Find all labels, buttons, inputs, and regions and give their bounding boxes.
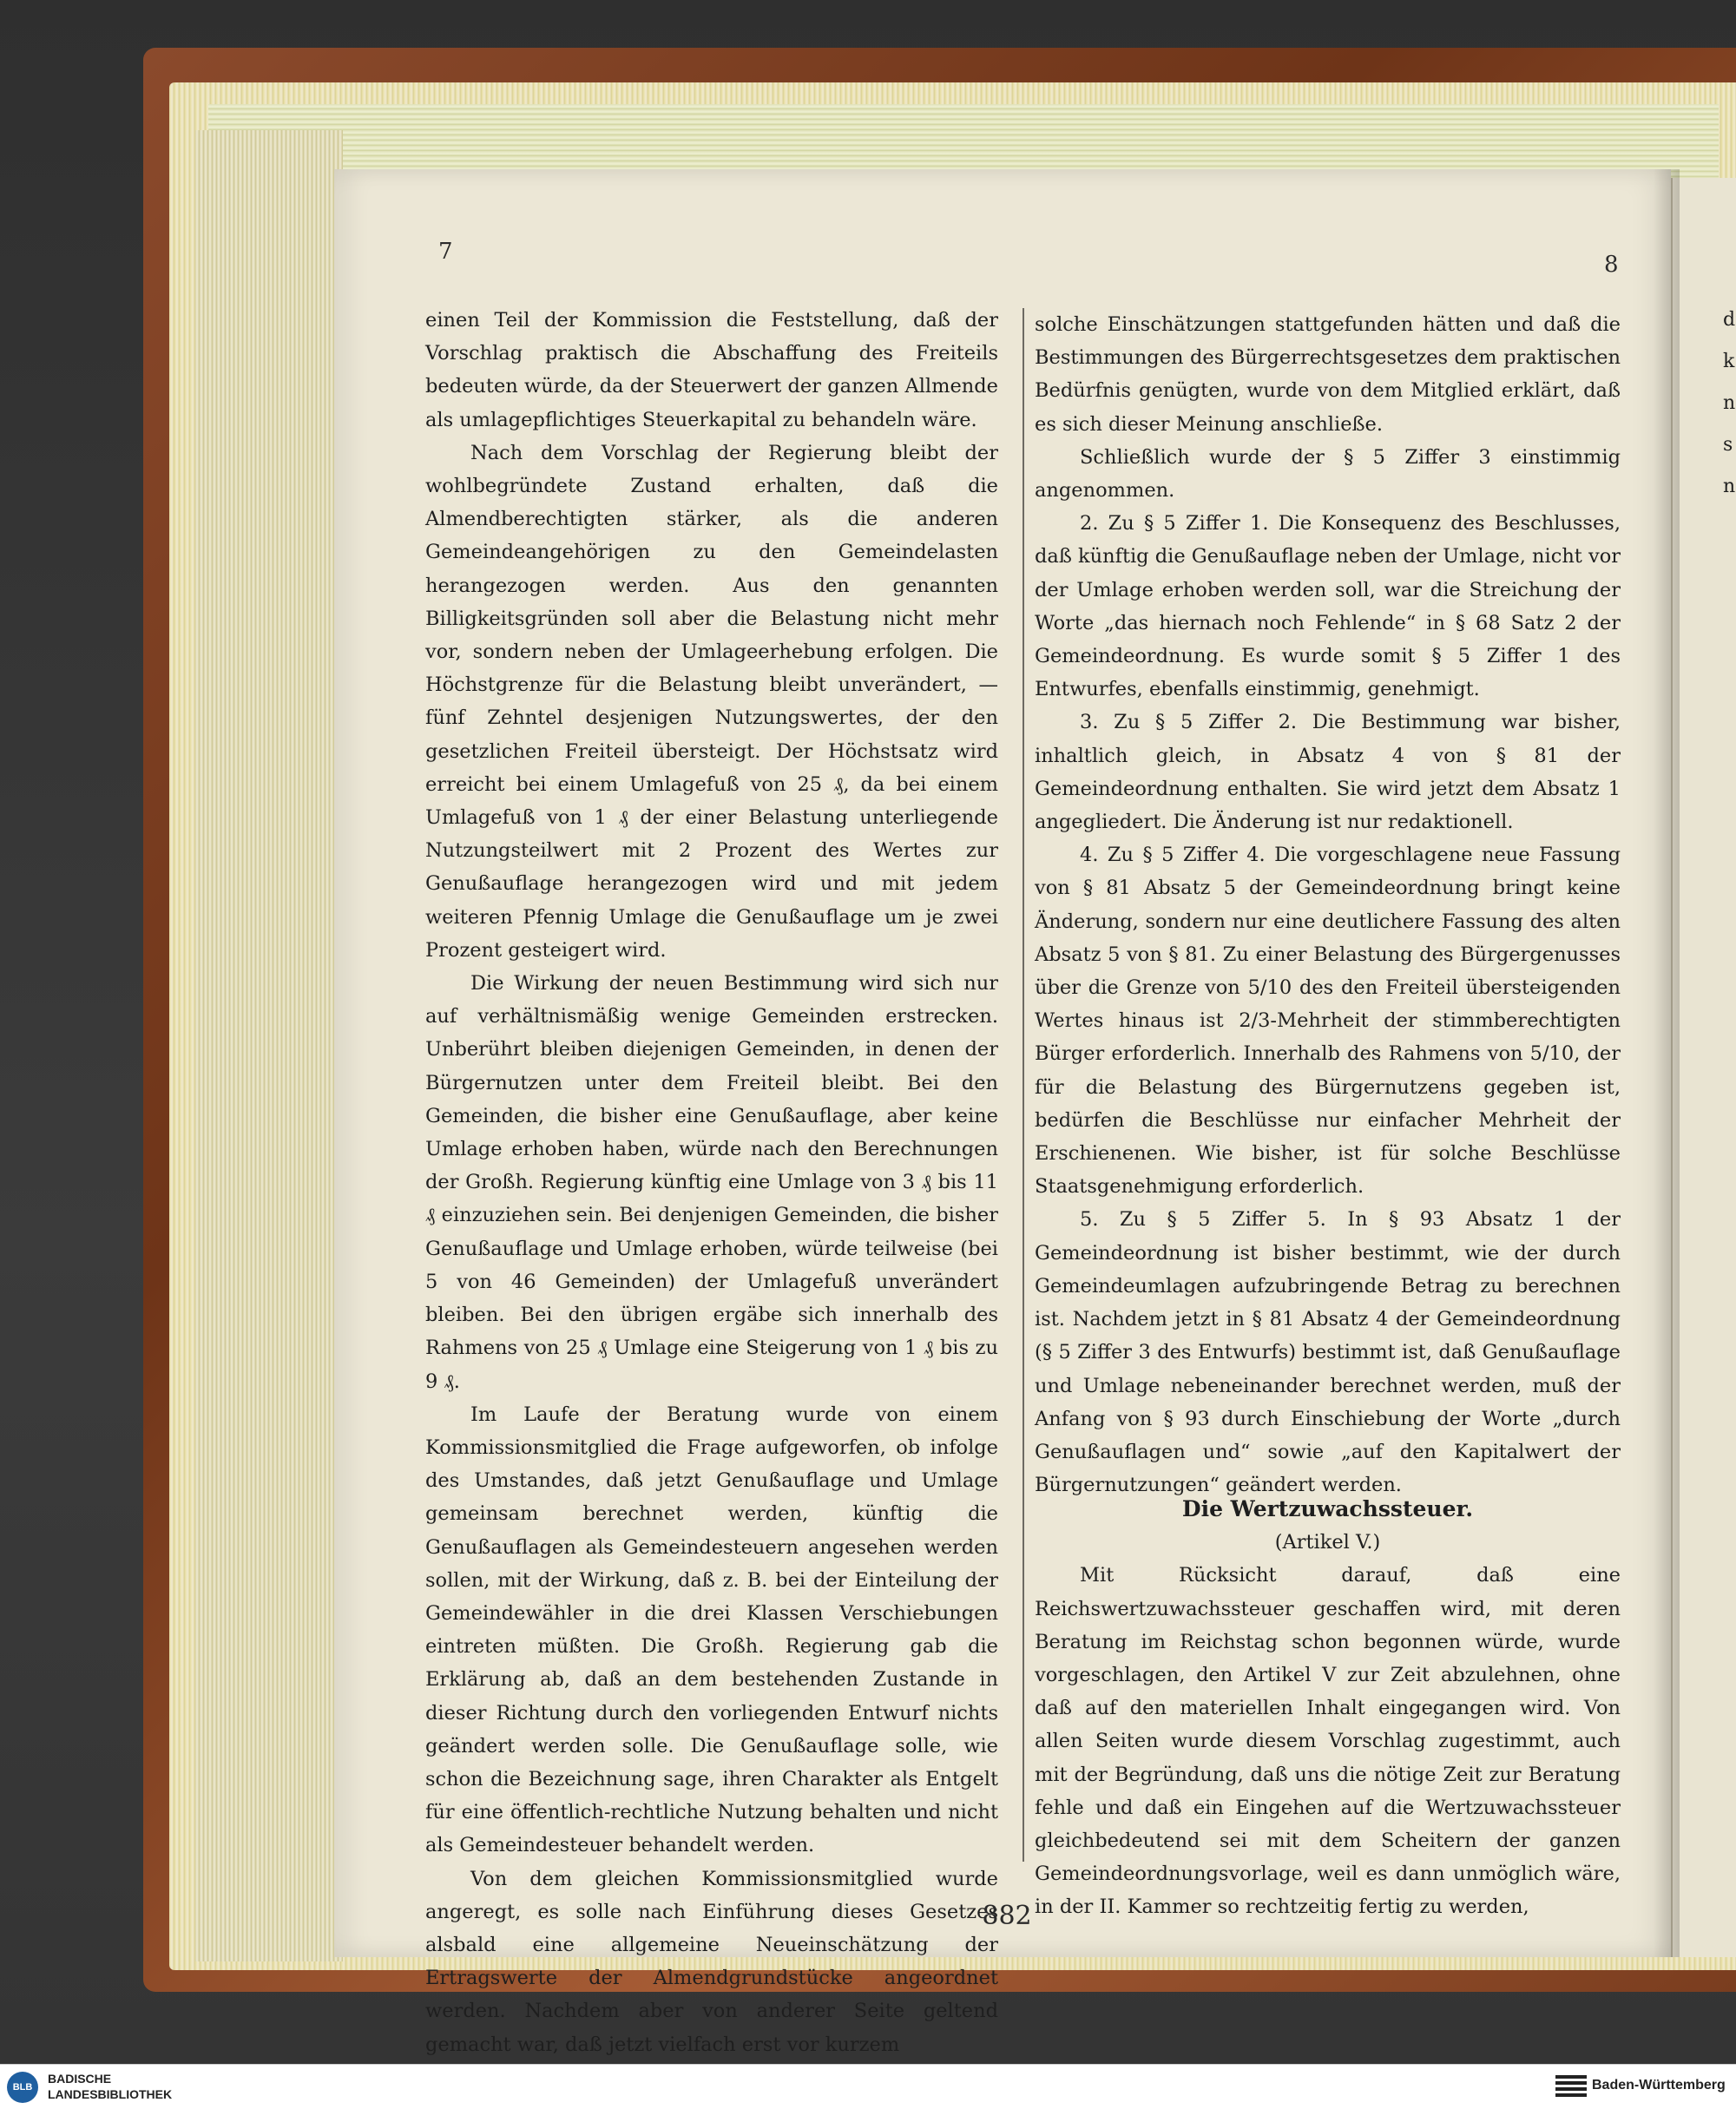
section-paragraph: Mit Rücksicht darauf, daß eine Reichswertzuwachssteuer geschaffen wird, mit deren Beratung im Reichstag schon begonnen würde, wurde vorgeschlagen, den Artikel V zur Zeit abzulehnen, ohne daß auf den materiellen Inhalt eingegangen wird. Von allen Seiten wurde diesem Vorschlag zugestimmt, auch mit der Begründung, daß uns die nötige Zeit zur Beratung fehle und daß ein Eingehen auf die Wertzuwachssteuer gleichbedeutend sei mit dem Scheitern der ganzen Gemeindeordnungsvorlage, weil es dann unmöglich wäre, in der II. Kammer so rechtzeitig fertig zu werden, (1035, 1564, 1621, 1919)
next-page-fragment: n (1723, 476, 1736, 497)
section-heading: Die Wertzuwachssteuer. (1181, 1496, 1474, 1521)
blb-line1: BADISCHE (48, 2072, 112, 2086)
section-subheading: (Artikel V.) (1274, 1531, 1381, 1554)
column-rule (1023, 308, 1024, 1862)
left-column (425, 304, 998, 2061)
blb-name[interactable] (48, 2071, 172, 2102)
bottom-bar (0, 2064, 1736, 2109)
next-page-fragment: s (1723, 434, 1733, 456)
right-column-paragraph: 2. Zu § 5 Ziffer 1. Die Konsequenz des Beschlusses, daß künftig die Genußauflage neben der Umlage, nicht vor der Umlage erhoben werden soll, war die Streichung der Worte „das hiernach noch Fehlende“ in § 68 Satz 2 der Gemeindeordnung. Es wurde somit § 5 Ziffer 1 des Entwurfes, ebenfalls einstimmig, genehmigt. (1035, 512, 1621, 701)
footer-page-number: 882 (982, 1901, 1032, 1931)
baden-wuerttemberg-logo-icon[interactable] (1555, 2075, 1587, 2099)
left-column-paragraph: Nach dem Vorschlag der Regierung bleibt der wohlbegründete Zustand erhalten, daß die Almendberechtigten stärker, als die anderen Gemeindeangehörigen zu den Gemeindelasten herangezogen werden. Aus den genannten Billigkeitsgründen soll aber die Belastung nicht mehr vor, sondern neben der Umlageerhebung erfolgen. Die Höchstgrenze für die Belastung bleibt unverändert, — fünf Zehntel desjenigen Nutzungswertes, der den gesetzlichen Freiteil übersteigt. Der Höchstsatz wird erreicht bei einem Umlagefuß von 25 ₰, da bei einem Umlagefuß von 1 ₰ der einer Belastung unterliegende Nutzungsteilwert mit 2 Prozent des Wertes zur Genußauflage herangezogen wird und mit jedem weiteren Pfennig Umlage die Genußauflage um je zwei Prozent gesteigert wird. (425, 441, 998, 962)
right-page-number: 8 (1604, 252, 1619, 278)
blb-line2: LANDESBIBLIOTHEK (48, 2087, 173, 2101)
right-column-paragraph: solche Einschätzungen stattgefunden hätten und daß die Bestimmungen des Bürgerrechtsgesetzes dem praktischen Bedürfnis genügten, wurde von dem Mitglied erklärt, daß es sich dieser Meinung anschließe. (1035, 313, 1621, 436)
left-column-paragraph: Von dem gleichen Kommissionsmitglied wurde angeregt, es solle nach Einführung dieses Gesetzes alsbald eine allgemeine Neueinschätzung der Ertragswerte der Almendgrundstücke angeordnet werden. Nachdem aber von anderer Seite geltend gemacht war, daß jetzt vielfach erst vor kurzem (425, 1867, 998, 2056)
next-page-fragment: k (1723, 351, 1735, 372)
next-page-fragment: d (1723, 309, 1736, 331)
right-column-paragraph: Schließlich wurde der § 5 Ziffer 3 einstimmig angenommen. (1035, 445, 1621, 503)
page-stack (195, 130, 343, 1961)
left-column-paragraph: Die Wirkung der neuen Bestimmung wird sich nur auf verhältnismäßig wenige Gemeinden erstrecken. Unberührt bleiben diejenigen Gemeinden, in denen der Bürgernutzen unter dem Freiteil bleibt. Bei den Gemeinden, die bisher eine Genußauflage, aber keine Umlage erhoben haben, würde nach den Berechnungen der Großh. Regierung künftig eine Umlage von 3 ₰ bis 11 ₰ einzuziehen sein. Bei denjenigen Gemeinden, die bisher Genußauflage und Umlage erhoben, würde teilweise (bei 5 von 46 Gemeinden) der Umlagefuß unverändert bleiben. Bei den übrigen ergäbe sich innerhalb des Rahmens von 25 ₰ Umlage eine Steigerung von 1 ₰ bis zu 9 ₰. (425, 972, 998, 1393)
gutter-shadow (1654, 169, 1680, 1957)
right-column (1035, 308, 1621, 1501)
baden-wuerttemberg-label[interactable]: Baden-Württemberg (1592, 2078, 1726, 2093)
blb-logo-icon[interactable]: BLB (7, 2072, 38, 2103)
left-page-number: 7 (438, 239, 453, 265)
next-page-fragment: n (1723, 392, 1736, 414)
right-column-paragraph: 5. Zu § 5 Ziffer 5. In § 93 Absatz 1 der Gemeindeordnung ist bisher bestimmt, wie der durch Gemeindeumlagen aufzubringende Betrag zu berechnen ist. Nachdem jetzt in § 81 Absatz 4 der Gemeindeordnung (§ 5 Ziffer 3 des Entwurfs) bestimmt ist, daß Genußauflage und Umlage nebeneinander berechnet werden, muß der Anfang von § 93 durch Einschiebung der Worte „durch Genußauflagen und“ sowie „auf den Kapitalwert der Bürgernutzungen“ geändert werden. (1035, 1208, 1621, 1497)
left-column-paragraph: einen Teil der Kommission die Feststellung, daß der Vorschlag praktisch die Abschaffung des Freiteils bedeuten würde, da der Steuerwert der ganzen Allmende als umlagepflichtiges Steuerkapital zu behandeln wäre. (425, 309, 998, 431)
right-column-paragraph: 4. Zu § 5 Ziffer 4. Die vorgeschlagene neue Fassung von § 81 Absatz 5 der Gemeindeordnung bringt keine Änderung, sondern nur eine deutlichere Fassung des alten Absatz 5 von § 81. Zu einer Belastung des Bürgergenusses über die Grenze von 5/10 des den Freiteil übersteigenden Wertes hinaus ist 2/3-Mehrheit der stimmberechtigten Bürger erforderlich. Innerhalb des Rahmens von 5/10, der für die Belastung des Bürgernutzens gegeben ist, bedürfen die Beschlüsse nur einfacher Mehrheit der Erschienenen. Wie bisher, ist für solche Beschlüsse Staatsgenehmigung erforderlich. (1035, 844, 1621, 1199)
left-column-paragraph: Im Laufe der Beratung wurde von einem Kommissionsmitglied die Frage aufgeworfen, ob infolge des Umstandes, daß jetzt Genußauflage und Umlage gemeinsam berechnet werden, künftig die Genußauflagen als Gemeindesteuern angesehen werden sollen, mit der Wirkung, daß z. B. bei der Einteilung der Gemeindewähler in die drei Klassen Verschiebungen eintreten müßten. Die Großh. Regierung gab die Erklärung ab, daß an dem bestehenden Zustande in dieser Richtung durch den vorliegenden Entwurf nichts geändert werden solle. Die Genußauflage solle, wie schon die Bezeichnung sage, ihren Charakter als Entgelt für eine öffentlich-rechtliche Nutzung behalten und nicht als Gemeindesteuer behandelt werden. (425, 1403, 998, 1857)
right-column-paragraph: 3. Zu § 5 Ziffer 2. Die Bestimmung war bisher, inhaltlich gleich, in Absatz 4 von § 81 der Gemeindeordnung enthalten. Sie wird jetzt dem Absatz 1 angegliedert. Die Änderung ist nur redaktionell. (1035, 711, 1621, 834)
section-wertzuwachssteuer (1035, 1493, 1621, 1924)
